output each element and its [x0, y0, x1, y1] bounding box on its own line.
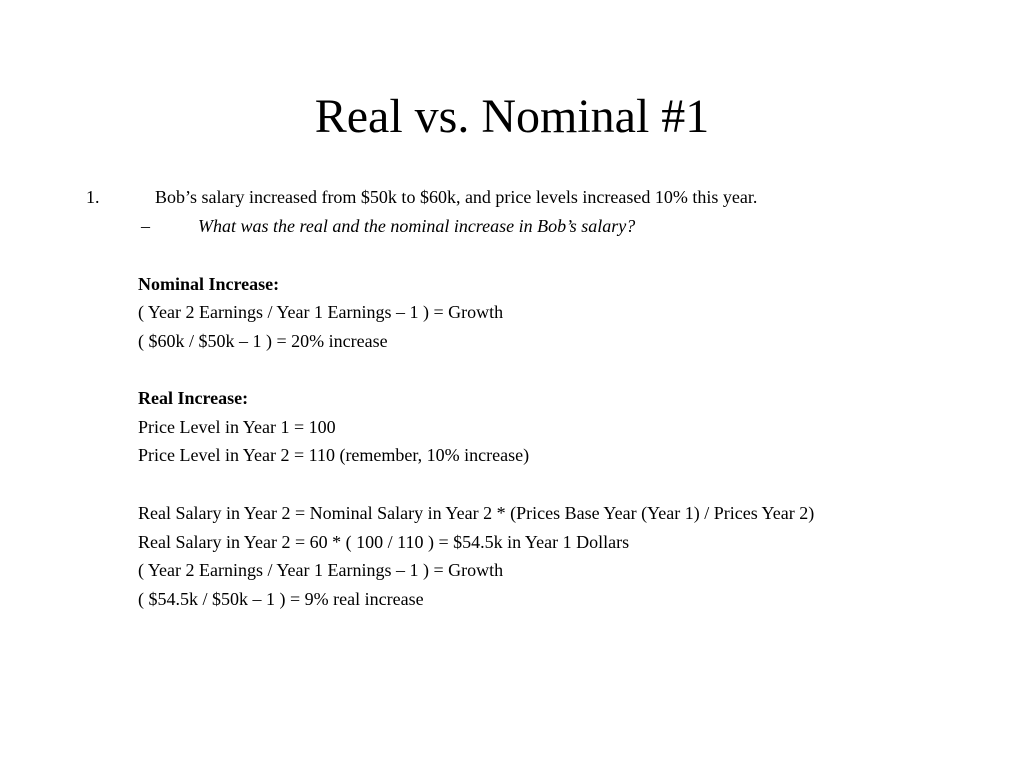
- sub-bullet-dash: –: [141, 216, 150, 236]
- real-heading: Real Increase:: [138, 388, 249, 408]
- price-level-year2: Price Level in Year 2 = 110 (remember, 10% increase): [138, 445, 530, 465]
- nominal-heading: Nominal Increase:: [138, 274, 280, 294]
- real-salary-formula: Real Salary in Year 2 = Nominal Salary in Year 2 * (Prices Base Year (Year 1) / Prices Year 2): [138, 503, 815, 523]
- question-text: What was the real and the nominal increase in Bob’s salary?: [198, 216, 636, 236]
- nominal-formula: ( Year 2 Earnings / Year 1 Earnings – 1 ) = Growth: [138, 302, 504, 322]
- real-growth-calc: ( $54.5k / $50k – 1 ) = 9% real increase: [138, 589, 424, 609]
- item-text: Bob’s salary increased from $50k to $60k, and price levels increased 10% this year.: [155, 187, 758, 207]
- nominal-calc: ( $60k / $50k – 1 ) = 20% increase: [138, 331, 388, 351]
- price-level-year1: Price Level in Year 1 = 100: [138, 417, 336, 437]
- item-number: 1.: [86, 187, 100, 207]
- real-salary-calc: Real Salary in Year 2 = 60 * ( 100 / 110 ) = $54.5k in Year 1 Dollars: [138, 532, 630, 552]
- real-growth-formula: ( Year 2 Earnings / Year 1 Earnings – 1 ) = Growth: [138, 560, 504, 580]
- slide-title: Real vs. Nominal #1: [314, 90, 710, 143]
